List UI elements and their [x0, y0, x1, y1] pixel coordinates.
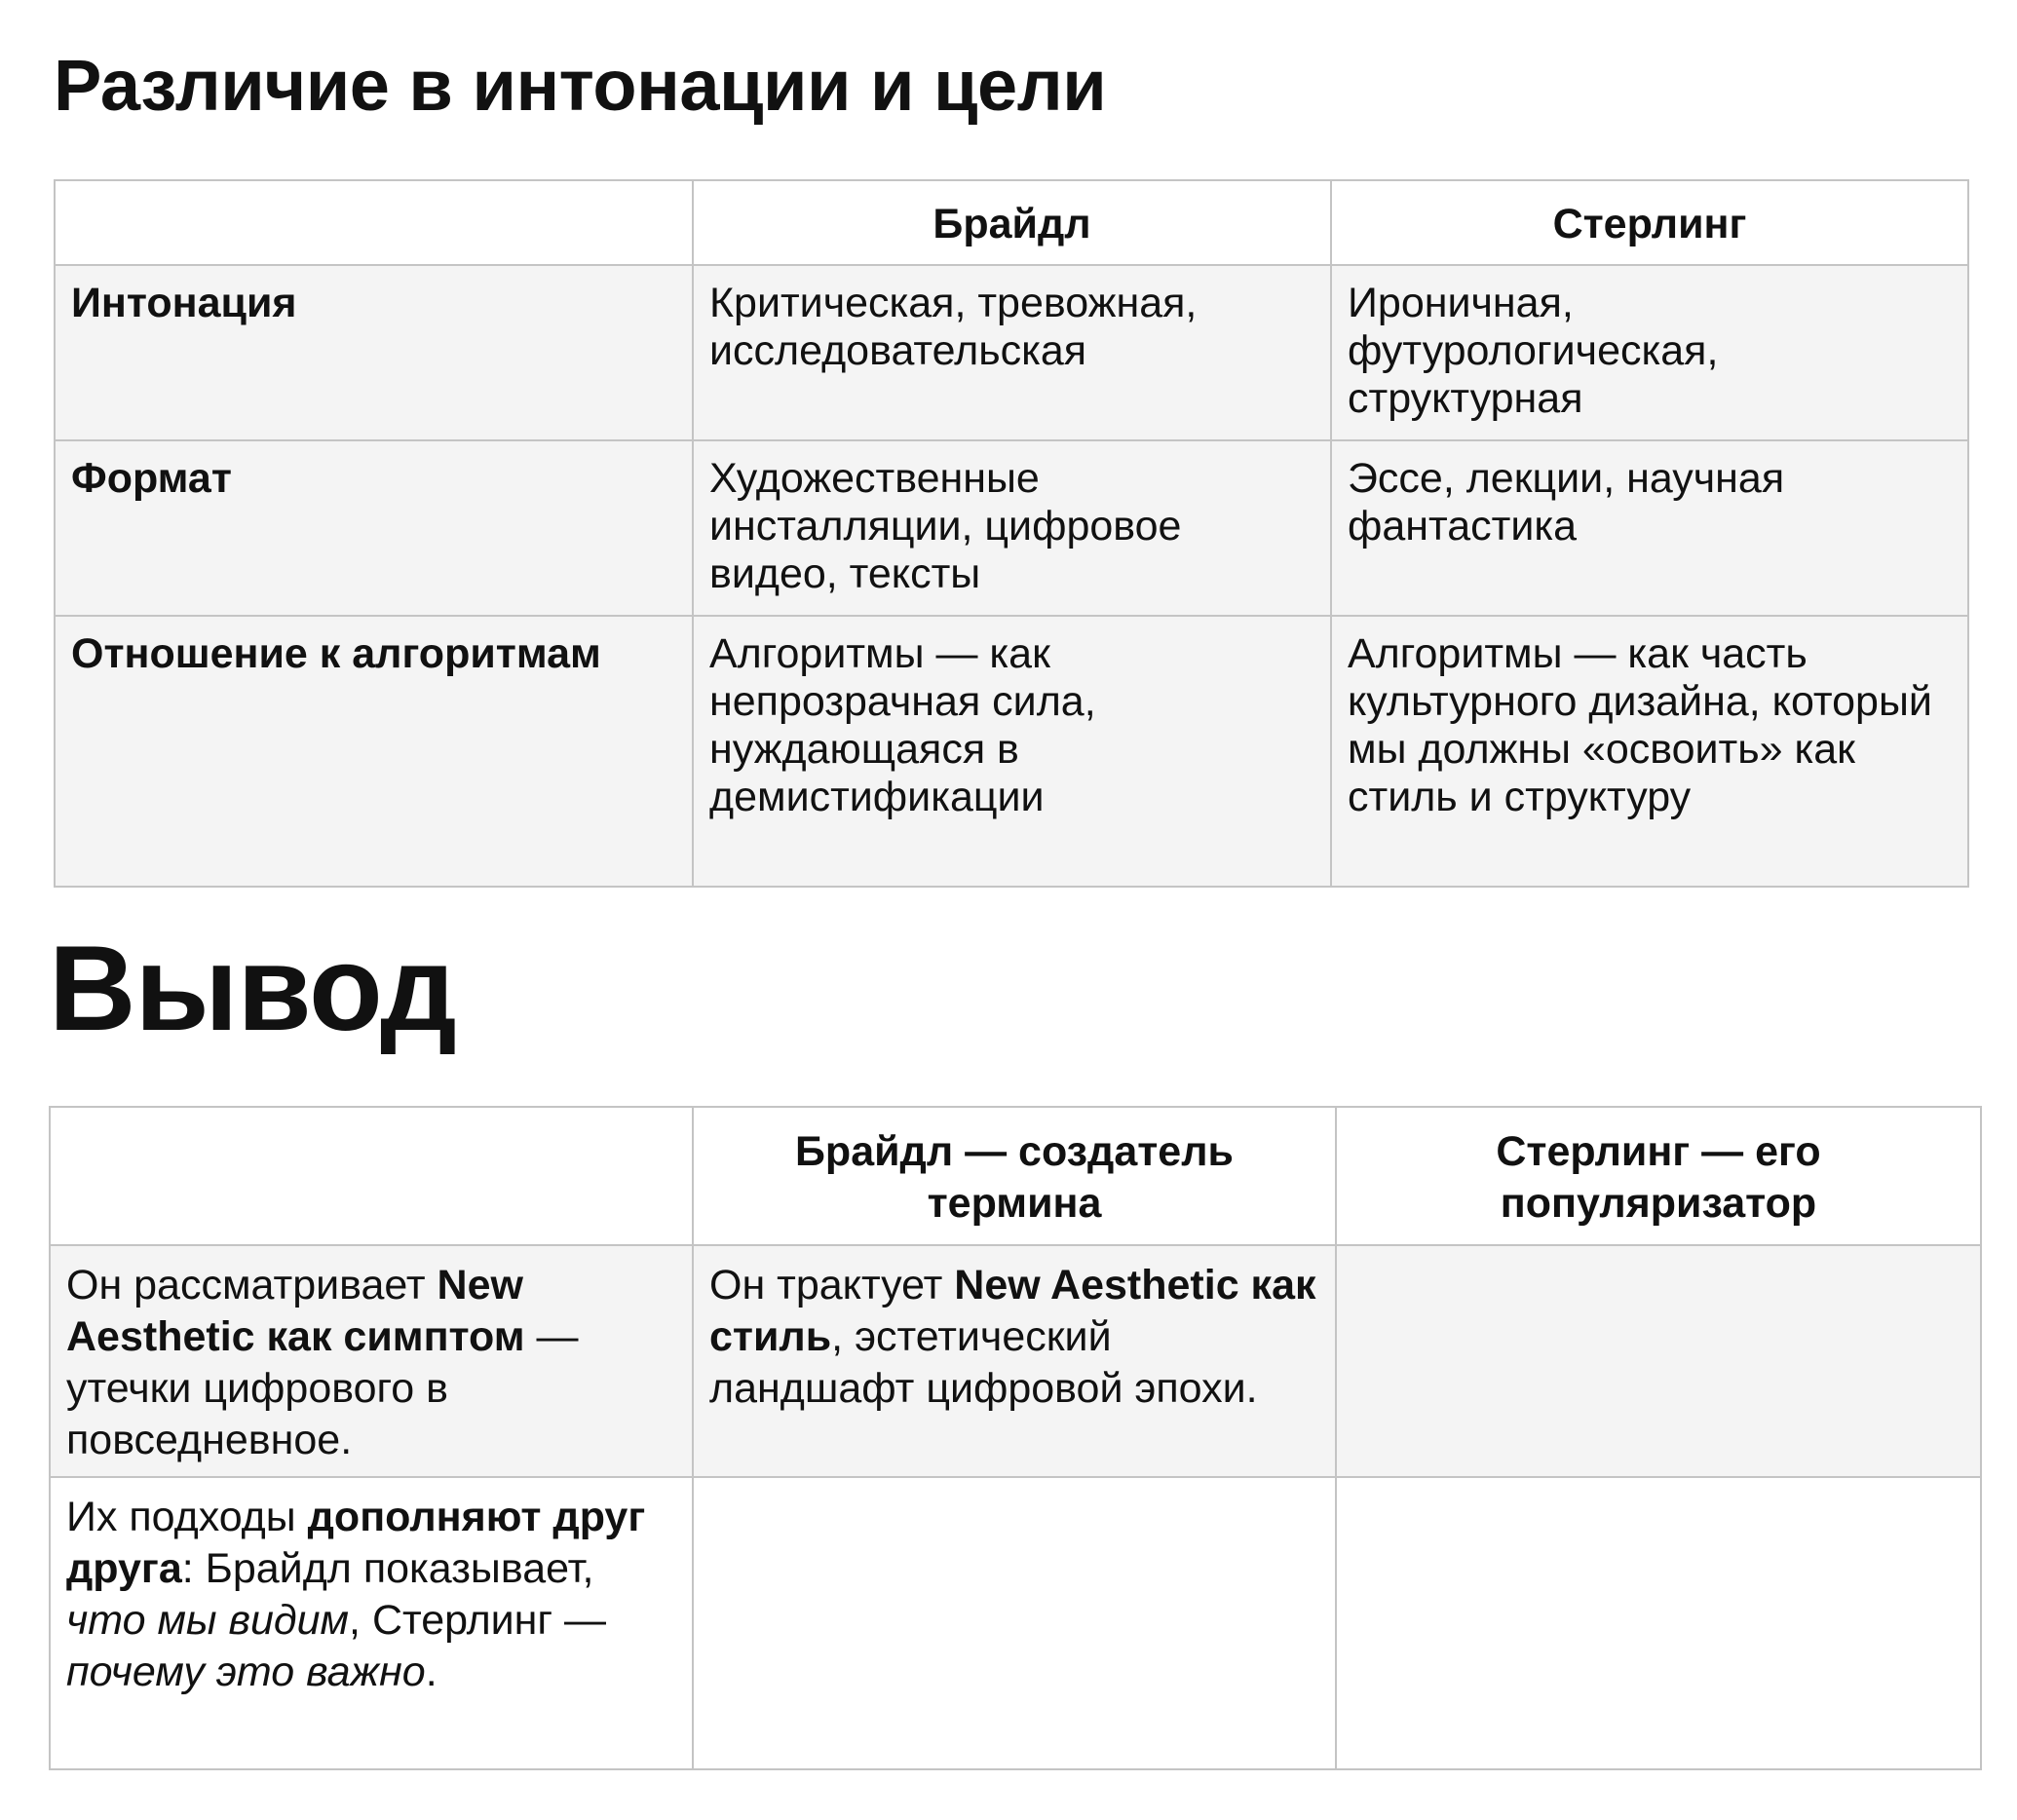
text-part: Он рассматривает	[66, 1262, 438, 1308]
cell-sterling-style	[693, 1245, 1336, 1477]
header-cell-bridle-creator: Брайдл — создатель термина	[693, 1107, 1336, 1245]
text-part: — утечки цифрового в повседневное.	[66, 1313, 579, 1463]
header-cell-empty	[50, 1107, 693, 1245]
table-row-symptom-style	[50, 1245, 1981, 1477]
row-label-format: Формат	[55, 440, 693, 616]
table-header-row	[50, 1107, 1981, 1245]
cell-bridle-algorithms: Алгоритмы — как непрозрачная сила, нуждающаяся в демистификации	[693, 616, 1331, 887]
cell-sterling-algorithms: Алгоритмы — как часть культурного дизайна, который мы должны «освоить» как стиль и структуру	[1331, 616, 1968, 887]
row-label-intonation: Интонация	[55, 265, 693, 440]
text-italic: что мы видим	[66, 1597, 350, 1644]
text-part: .	[425, 1649, 438, 1695]
header-cell-bridle: Брайдл	[693, 180, 1331, 265]
header-cell-sterling: Стерлинг	[1331, 180, 1968, 265]
header-cell-sterling-popularizer: Стерлинг — его популяризатор	[1336, 1107, 1981, 1245]
table-row-intonation	[55, 265, 1968, 440]
text-part: Он трактует	[709, 1262, 955, 1308]
text-part: Их подходы	[66, 1494, 308, 1540]
table-row-complement	[50, 1477, 1981, 1769]
cell-complement	[50, 1477, 693, 1769]
cell-empty	[693, 1477, 1336, 1769]
comparison-table-intonation	[54, 179, 1969, 888]
text-bold: New Aesthetic как симптом	[66, 1262, 525, 1360]
row-label-algorithms: Отношение к алгоритмам	[55, 616, 693, 887]
cell-sterling-intonation: Ироничная, футурологическая, структурная	[1331, 265, 1968, 440]
cell-empty	[1336, 1477, 1981, 1769]
table-row-format	[55, 440, 1968, 616]
text-bold: дополняют друг друга	[66, 1494, 646, 1592]
text-bold: New Aesthetic как стиль	[709, 1262, 1316, 1360]
header-cell-empty	[55, 180, 693, 265]
cell-bridle-symptom	[50, 1245, 693, 1477]
text-part: : Брайдл показывает,	[181, 1545, 594, 1592]
text-part: , эстетический ландшафт цифровой эпохи.	[709, 1313, 1258, 1412]
comparison-table-conclusion	[49, 1106, 1982, 1770]
cell-empty	[1336, 1245, 1981, 1477]
section-title-conclusion: Вывод	[49, 922, 456, 1056]
section-title-differences: Различие в интонации и цели	[54, 45, 1107, 126]
text-italic: почему это важно	[66, 1649, 426, 1695]
cell-bridle-intonation: Критическая, тревожная, исследовательская	[693, 265, 1331, 440]
text-part: , Стерлинг —	[349, 1597, 607, 1644]
cell-sterling-format: Эссе, лекции, научная фантастика	[1331, 440, 1968, 616]
table-header-row	[55, 180, 1968, 265]
cell-bridle-format: Художественные инсталляции, цифровое видео, тексты	[693, 440, 1331, 616]
table-row-algorithms	[55, 616, 1968, 887]
